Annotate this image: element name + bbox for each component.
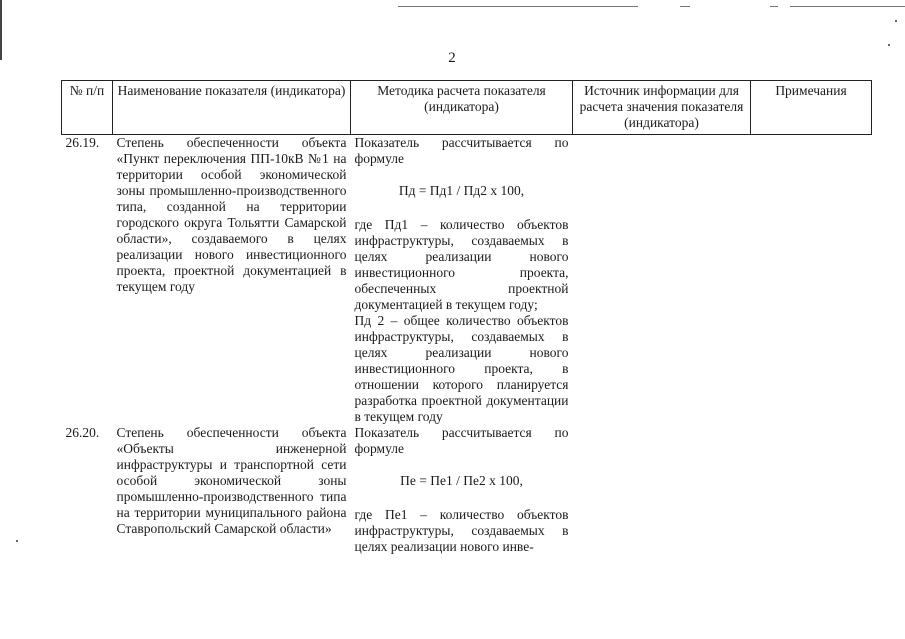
scan-speck [16, 540, 18, 542]
table-row [62, 425, 872, 555]
notes [751, 425, 872, 555]
information-source [573, 425, 751, 555]
method-where: где Пд1 – количество объектов инфраструктуры, создаваемых в целях реализации нового инвестиционного проекта, обеспеченных проектной документацией в текущем году; [354, 217, 569, 312]
header-notes: Примечания [751, 81, 872, 135]
formula: Пе = Пе1 / Пе2 x 100, [400, 473, 523, 488]
indicator-name: Степень обеспеченности объекта «Объекты инженерной инфраструктуры и транспортной сети особой экономической зоны промышленно-производственного типа на территории муниципального района Ставропольский Самарской области» [116, 425, 347, 536]
scan-edge-line [770, 6, 778, 7]
header-number: № п/п [62, 81, 113, 135]
indicator-name: Степень обеспеченности объекта «Пункт переключения ПП-10кВ №1 на территории особой экономической зоны промышленно-производственного типа, созданной на территории городского округа Тольятти Самарской области», создаваемого в целях реализации нового инвестиционного проекта, проектной документацией в текущем году [116, 135, 347, 294]
formula: Пд = Пд1 / Пд2 x 100, [398, 183, 525, 198]
scan-speck [895, 20, 897, 22]
table-header-row [62, 81, 872, 135]
indicators-table [61, 80, 872, 555]
method-intro: Показатель рассчитывается по формуле [354, 425, 569, 456]
scan-edge-line [790, 6, 905, 7]
scan-speck [888, 44, 890, 46]
scan-edge-line [680, 6, 690, 7]
method-where-second: Пд 2 – общее количество объектов инфраструктуры, создаваемых в целях реализации нового инвестиционного проекта, в отношении которого планируется разработка проектной документации в текущем году [354, 313, 569, 424]
scan-edge-line [398, 6, 638, 7]
calculation-method [351, 425, 573, 555]
calculation-method [351, 135, 573, 426]
table-row [62, 135, 872, 426]
notes [751, 135, 872, 426]
method-where: где Пе1 – количество объектов инфраструктуры, создаваемых в целях реализации нового инве- [354, 507, 569, 554]
header-indicator-name: Наименование показателя (индикатора) [113, 81, 351, 135]
header-information-source: Источник информации для расчета значения показателя (индикатора) [573, 81, 751, 135]
information-source [573, 135, 751, 426]
row-number: 26.19. [65, 135, 100, 150]
scan-edge-line [0, 0, 2, 60]
header-calculation-method: Методика расчета показателя (индикатора) [351, 81, 573, 135]
method-intro: Показатель рассчитывается по формуле [354, 135, 569, 166]
row-number: 26.20. [65, 425, 100, 440]
page-number: 2 [448, 50, 456, 66]
